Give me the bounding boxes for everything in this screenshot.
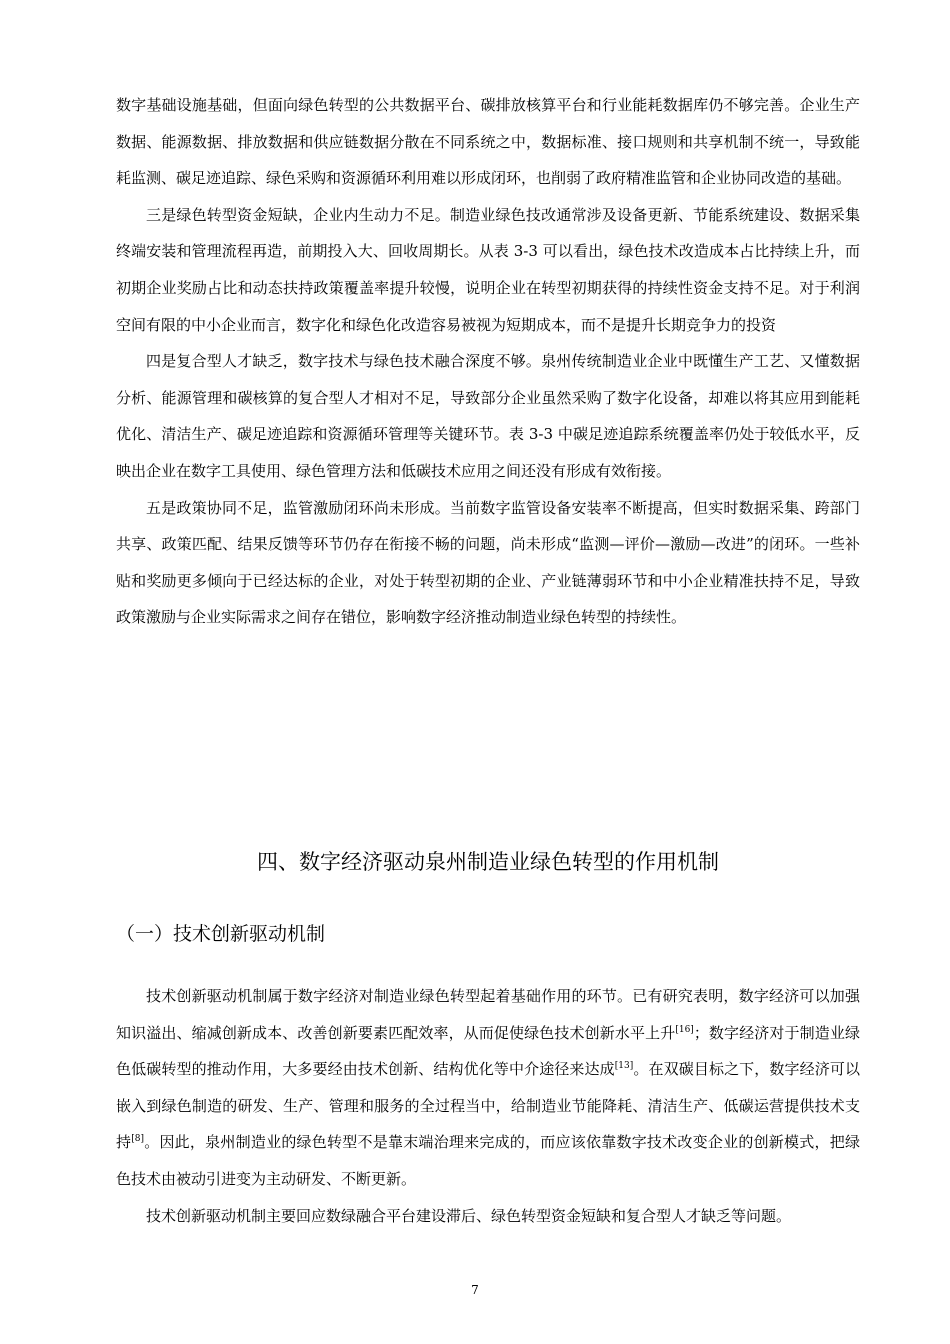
paragraph-talent: 四是复合型人才缺乏，数字技术与绿色技术融合深度不够。泉州传统制造业企业中既懂生产工艺、又懂数据分析、能源管理和碳核算的复合型人才相对不足，导致部分企业虽然采购了数字化设备，却难以将其应用到能耗优化、清洁生产、碳足迹追踪和资源循环管理等关键环节。表 3-3 中碳足迹追踪系统覆盖率仍处于较低水平，反映出企业在数字工具使用、绿色管理方法和低碳技术应用之间还没有形成有效衔接。: [116, 352, 860, 480]
paragraph-mechanism-text-2: ；数字经济对于制造业绿色低碳转型的推动作用，大多要经由技术创新、结构优化等中介途径来达成: [116, 1023, 860, 1079]
citation-ref: [8]: [131, 1134, 144, 1145]
paragraph-continuation: 数字基础设施基础，但面向绿色转型的公共数据平台、碳排放核算平台和行业能耗数据库仍不够完善。企业生产数据、能源数据、排放数据和供应链数据分散在不同系统之中，数据标准、接口规则和共享机制不统一，导致能耗监测、碳足迹追踪、绿色采购和资源循环利用难以形成闭环，也削弱了政府精准监管和企业协同改造的基础。: [116, 96, 860, 188]
paragraph-funding: 三是绿色转型资金短缺，企业内生动力不足。制造业绿色技改通常涉及设备更新、节能系统建设、数据采集终端安装和管理流程再造，前期投入大、回收周期长。从表 3-3 可以看出，绿色技术改造成本占比持续上升，而初期企业奖励占比和动态扶持政策覆盖率提升较慢，说明企业在转型初期获得的持续性资金支持不足。对于利润空间有限的中小企业而言，数字化和绿色化改造容易被视为短期成本，而不是提升长期竞争力的投资: [116, 205, 860, 334]
body-text-bottom: [116, 978, 860, 1234]
paragraph-mechanism: [116, 978, 860, 1198]
paragraph-mechanism-text-1: 技术创新驱动机制属于数字经济对制造业绿色转型起着基础作用的环节。已有研究表明，数字经济可以加强知识溢出、缩减创新成本、改善创新要素匹配效率，从而促使绿色技术创新水平上升: [116, 987, 860, 1042]
paragraph-mechanism-summary: 技术创新驱动机制主要回应数绿融合平台建设滞后、绿色转型资金短缺和复合型人才缺乏等问题。: [146, 1206, 792, 1225]
paragraph-mechanism-text-3: 。在双碳目标之下，数字经济可以嵌入到绿色制造的研发、生产、管理和服务的全过程当中，给制造业节能降耗、清洁生产、低碳运营提供技术支持: [116, 1060, 860, 1152]
body-text-top: [116, 87, 860, 636]
subsection-heading: （一）技术创新驱动机制: [116, 923, 326, 945]
section-heading: 四、数字经济驱动泉州制造业绿色转型的作用机制: [257, 850, 719, 874]
paragraph-mechanism-text-4: 。因此，泉州制造业的绿色转型不是靠末端治理来完成的，而应该依靠数字技术改变企业的创新模式，把绿色技术由被动引进变为主动研发、不断更新。: [116, 1133, 860, 1188]
citation-ref: [13]: [614, 1061, 634, 1072]
paragraph-policy: 五是政策协同不足，监管激励闭环尚未形成。当前数字监管设备安装率不断提高，但实时数据采集、跨部门共享、政策匹配、结果反馈等环节仍存在衔接不畅的问题，尚未形成“监测—评价—激励—改进”的闭环。一些补贴和奖励更多倾向于已经达标的企业，对处于转型初期的企业、产业链薄弱环节和中小企业精准扶持不足，导致政策激励与企业实际需求之间存在错位，影响数字经济推动制造业绿色转型的持续性。: [116, 498, 860, 627]
citation-ref: [16]: [675, 1024, 694, 1035]
page-number: 7: [471, 1283, 479, 1297]
